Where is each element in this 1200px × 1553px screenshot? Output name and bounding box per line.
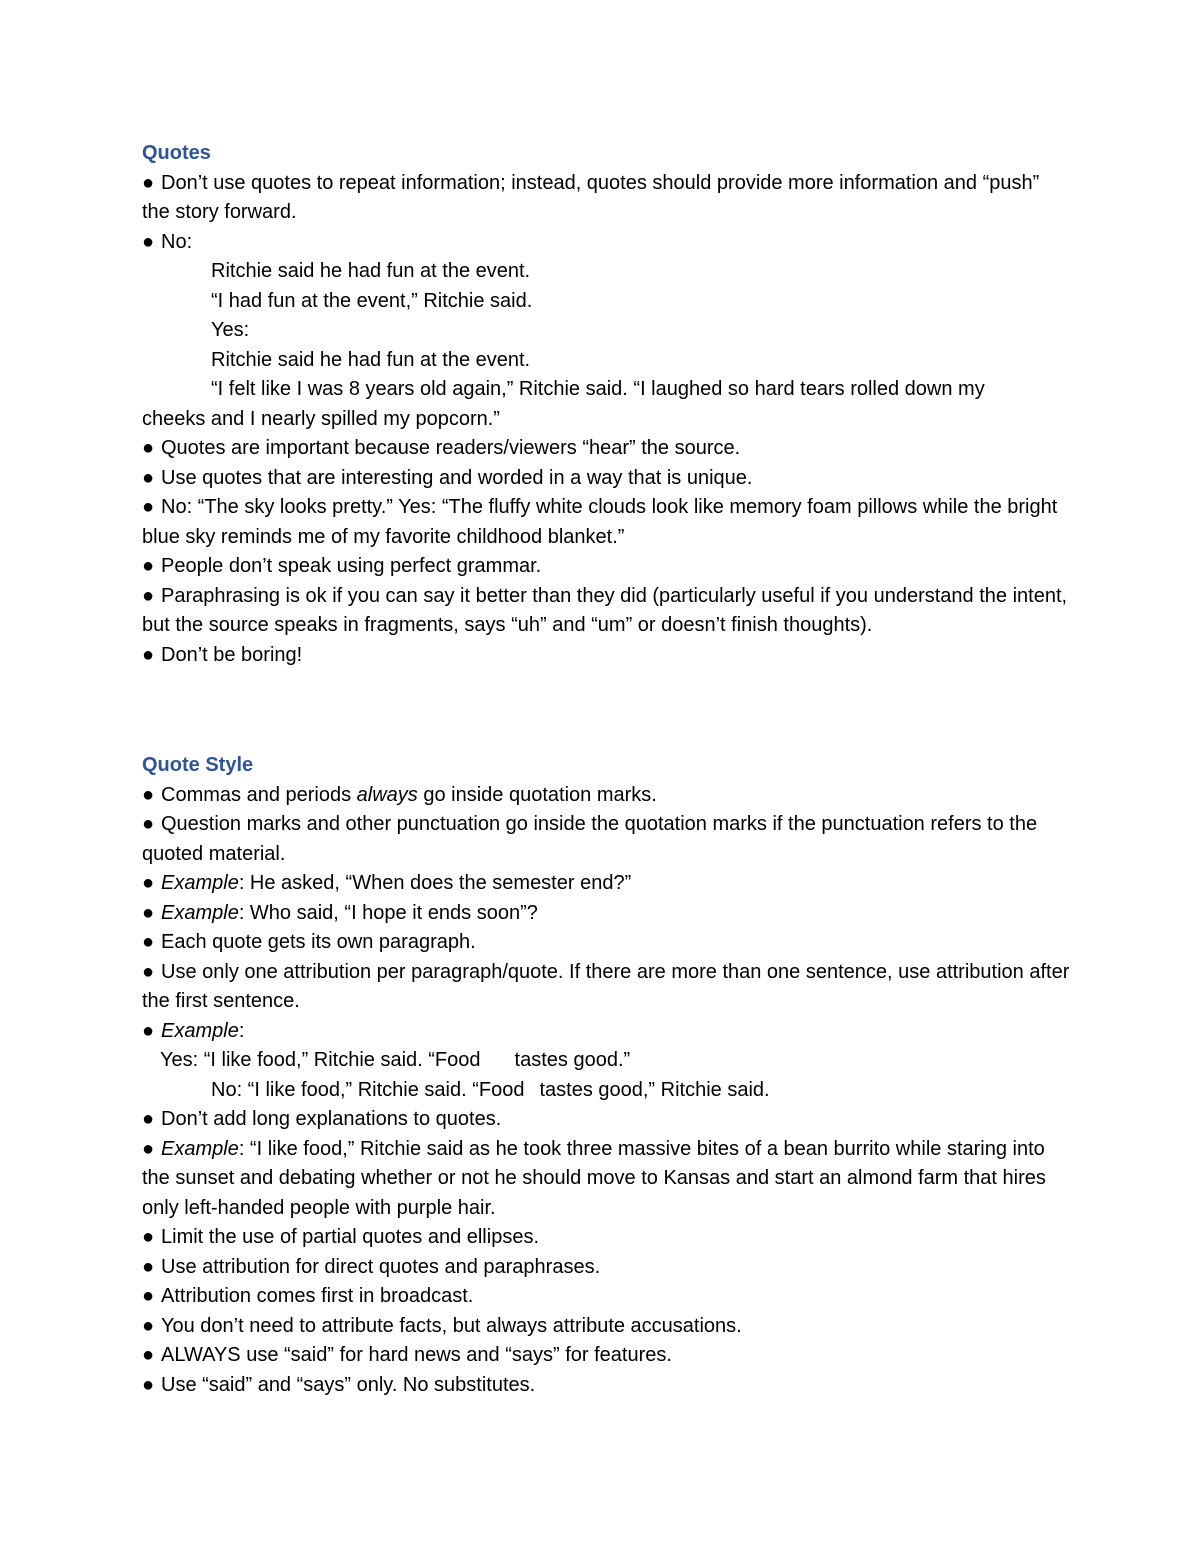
- bullet-icon: ●: [142, 555, 155, 577]
- bullet-icon: ●: [142, 1255, 155, 1278]
- list-item: ● No:: [142, 228, 1072, 258]
- example-line: “I felt like I was 8 years old again,” Ritchie said. “I laughed so hard tears rolled down my: [211, 378, 985, 400]
- document-page: [142, 139, 1072, 1400]
- quotes-heading: Quotes: [142, 142, 211, 164]
- bullet-icon: ●: [142, 437, 155, 459]
- list-item: ● Use “said” and “says” only. No substitutes.: [142, 1371, 1072, 1401]
- list-item: ● Example: “I like food,” Ritchie said as he took three massive bites of a bean burrito while staring into the sunset and debating whether or not he should move to Kansas and start an almond farm that hires only left-handed people with purple hair.: [142, 1135, 1072, 1224]
- example-line: “I had fun at the event,” Ritchie said.: [211, 289, 533, 312]
- example-yes-line: Yes: “I like food,” Ritchie said. “Food tastes good.”: [160, 1049, 631, 1071]
- bullet-icon: ●: [142, 1285, 155, 1307]
- list-item: ● Example: He asked, “When does the semester end?”: [142, 869, 1072, 899]
- bullet-icon: ●: [142, 960, 155, 983]
- list-item: ● Attribution comes first in broadcast.: [142, 1282, 1072, 1312]
- bullet-icon: ●: [142, 1226, 155, 1248]
- bullet-icon: ●: [142, 1108, 155, 1130]
- list-item: ● Example: Who said, “I hope it ends soon”?: [142, 899, 1072, 929]
- list-item: ● ALWAYS use “said” for hard news and “says” for features.: [142, 1341, 1072, 1371]
- bullet-icon: ●: [142, 643, 155, 666]
- section-spacer: [142, 670, 1072, 751]
- example-line: Ritchie said he had fun at the event.: [211, 348, 531, 371]
- bullet-icon: ●: [142, 1344, 155, 1366]
- example-line: Ritchie said he had fun at the event.: [211, 260, 531, 282]
- list-item: ● Use only one attribution per paragraph/quote. If there are more than one sentence, use attribution after the first sentence.: [142, 958, 1072, 1017]
- list-item: ● Example:: [142, 1017, 1072, 1047]
- list-item: ● Question marks and other punctuation go inside the quotation marks if the punctuation refers to the quoted material.: [142, 810, 1072, 869]
- bullet-icon: ●: [142, 171, 155, 194]
- list-item: ● Use quotes that are interesting and worded in a way that is unique.: [142, 464, 1072, 494]
- list-item: ● Commas and periods always go inside quotation marks.: [142, 781, 1072, 811]
- example-line-continued: cheeks and I nearly spilled my popcorn.”: [142, 407, 500, 430]
- bullet-icon: ●: [142, 1314, 155, 1337]
- bullet-icon: ●: [142, 466, 155, 489]
- list-item: ● People don’t speak using perfect grammar.: [142, 552, 1072, 582]
- list-item: ● Paraphrasing is ok if you can say it better than they did (particularly useful if you understand the intent, but the source speaks in fragments, says “uh” and “um” or doesn’t finish thoughts).: [142, 582, 1072, 641]
- bullet-icon: ●: [142, 813, 155, 835]
- list-item: ● Don’t use quotes to repeat information; instead, quotes should provide more information and “push” the story forward.: [142, 169, 1072, 228]
- bullet-icon: ●: [142, 584, 155, 607]
- bullet-icon: ●: [142, 931, 155, 953]
- list-item: ● Limit the use of partial quotes and ellipses.: [142, 1223, 1072, 1253]
- example-no-line: No: “I like food,” Ritchie said. “Food tastes good,” Ritchie said.: [211, 1078, 770, 1101]
- bullet-icon: ●: [142, 1137, 155, 1160]
- bullet-icon: ●: [142, 901, 155, 924]
- list-item: ● Quotes are important because readers/viewers “hear” the source.: [142, 434, 1072, 464]
- bullet-icon: ●: [142, 496, 155, 518]
- bullet-icon: ●: [142, 230, 155, 253]
- example-label: Yes:: [211, 319, 250, 341]
- list-item: ● Don’t be boring!: [142, 641, 1072, 671]
- list-item: ● Don’t add long explanations to quotes.: [142, 1105, 1072, 1135]
- bullet-icon: ●: [142, 872, 155, 894]
- bullet-icon: ●: [142, 783, 155, 806]
- list-item: ● Use attribution for direct quotes and paraphrases.: [142, 1253, 1072, 1283]
- list-item: ● You don’t need to attribute facts, but always attribute accusations.: [142, 1312, 1072, 1342]
- list-item: ● No: “The sky looks pretty.” Yes: “The fluffy white clouds look like memory foam pillows while the bright blue sky reminds me of my favorite childhood blanket.”: [142, 493, 1072, 552]
- bullet-icon: ●: [142, 1019, 155, 1042]
- bullet-icon: ●: [142, 1373, 155, 1396]
- list-item: ● Each quote gets its own paragraph.: [142, 928, 1072, 958]
- quote-style-heading: Quote Style: [142, 754, 254, 776]
